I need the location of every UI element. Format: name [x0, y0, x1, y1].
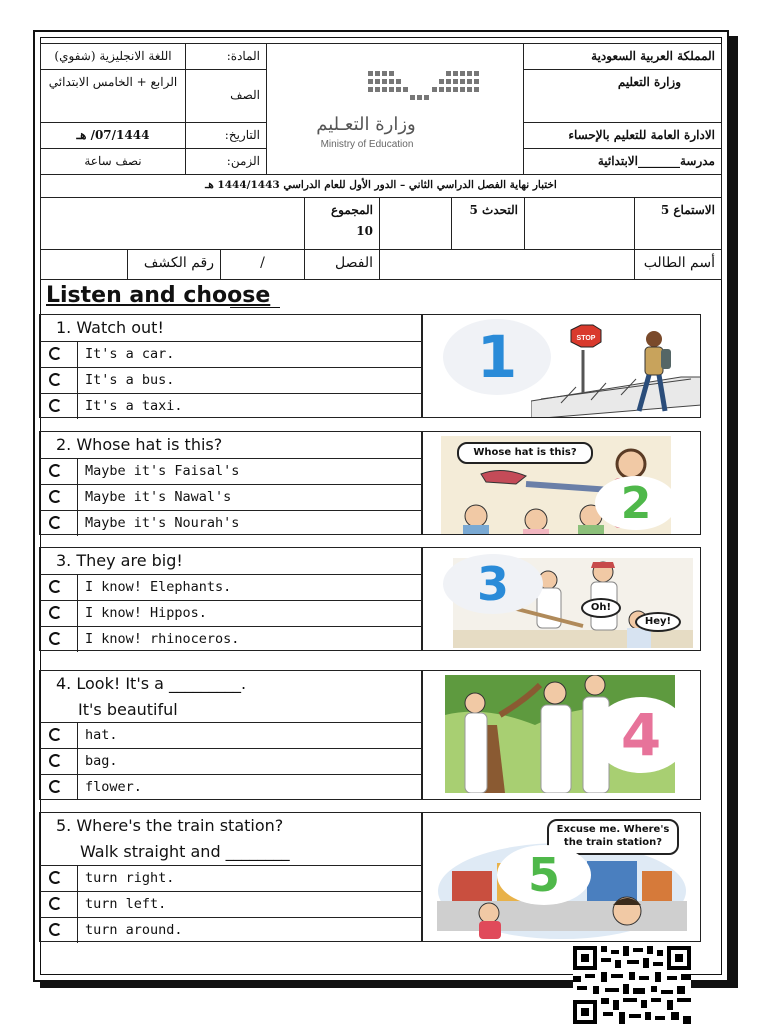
- radio-circle-icon[interactable]: [40, 601, 78, 626]
- logo-dots-icon: [368, 66, 498, 110]
- kingdom-label: المملكة العربية السعودية: [523, 43, 722, 70]
- question-4: [39, 670, 422, 800]
- street-scene-icon: [531, 315, 701, 418]
- date-label: التاريخ:: [185, 122, 267, 149]
- question-4-text: 4. Look! It's a _________. It's beautiful: [56, 674, 247, 719]
- radio-circle-icon[interactable]: [40, 394, 78, 419]
- question-2-option-1[interactable]: Maybe it's Faisal's: [40, 458, 421, 484]
- question-1-option-3[interactable]: It's a taxi.: [40, 393, 421, 419]
- stop-sign-text: STOP: [576, 335, 596, 342]
- radio-circle-icon[interactable]: [40, 723, 78, 748]
- subject-value: اللغة الانجليزية (شفوي): [40, 43, 186, 70]
- question-5-option-2[interactable]: turn left.: [40, 891, 421, 917]
- question-1-text: 1. Watch out!: [56, 318, 164, 337]
- total-label: المجموع: [331, 203, 373, 217]
- school-label: مدرسة_______الابتدائية: [523, 148, 722, 175]
- question-3-option-3[interactable]: I know! rhinoceros.: [40, 626, 421, 652]
- question-3-option-1[interactable]: I know! Elephants.: [40, 574, 421, 600]
- question-5-option-3[interactable]: turn around.: [40, 917, 421, 943]
- number-5-badge: 5: [497, 845, 591, 905]
- question-3-picture: [422, 547, 701, 651]
- radio-circle-icon[interactable]: [40, 775, 78, 800]
- question-3-speech-oh: Oh!: [581, 598, 621, 618]
- question-1: [39, 314, 422, 418]
- name-label: أسم الطالب: [634, 249, 722, 280]
- question-3-option-2[interactable]: I know! Hippos.: [40, 600, 421, 626]
- radio-circle-icon[interactable]: [40, 866, 78, 891]
- question-2-option-3[interactable]: Maybe it's Nourah's: [40, 510, 421, 536]
- radio-circle-icon[interactable]: [40, 575, 78, 600]
- class-slash: /: [220, 249, 305, 280]
- score-blank-left: [40, 197, 305, 250]
- question-5: [39, 812, 422, 942]
- time-value: نصف ساعة: [40, 148, 186, 175]
- question-5-speech-bubble: Excuse me. Where's the train station?: [547, 819, 679, 855]
- title-underline-extension: [230, 307, 280, 308]
- number-3-badge: 3: [443, 554, 543, 614]
- radio-circle-icon[interactable]: [40, 459, 78, 484]
- question-5-picture: [422, 812, 701, 942]
- grade-value: الرابع + الخامس الابتدائي: [40, 69, 186, 123]
- radio-circle-icon[interactable]: [40, 368, 78, 393]
- score-blank-mid: [379, 197, 452, 250]
- class-label: الفصل: [304, 249, 380, 280]
- listening-label: الاستماع 5: [634, 197, 722, 250]
- subject-label: المادة:: [185, 43, 267, 70]
- question-1-option-1[interactable]: It's a car.: [40, 341, 421, 367]
- question-3-speech-hey: Hey!: [635, 612, 681, 632]
- question-3-text: 3. They are big!: [56, 551, 183, 570]
- grade-label: الصف: [185, 69, 267, 123]
- question-3: [39, 547, 422, 651]
- section-title: Listen and choose: [46, 283, 271, 308]
- question-2-speech-bubble: Whose hat is this?: [457, 442, 593, 464]
- exam-title: اختبار نهاية الفصل الدراسي الثاني – الدور الأول للعام الدراسي 1444/1443 هـ: [40, 174, 722, 198]
- radio-circle-icon[interactable]: [40, 485, 78, 510]
- question-1-picture: [422, 314, 701, 418]
- number-1-badge: 1: [443, 319, 551, 395]
- radio-circle-icon[interactable]: [40, 749, 78, 774]
- number-4-badge: 4: [593, 697, 689, 773]
- score-blank-right: [524, 197, 635, 250]
- logo-english-text: Ministry of Education: [320, 139, 414, 150]
- logo-arabic-text: وزارة التعـليم: [316, 114, 416, 135]
- question-2: [39, 431, 422, 535]
- question-4-option-3[interactable]: flower.: [40, 774, 421, 800]
- question-4-option-1[interactable]: hat.: [40, 722, 421, 748]
- question-2-picture: [422, 431, 701, 535]
- radio-circle-icon[interactable]: [40, 627, 78, 652]
- directorate-label: الادارة العامة للتعليم بالإحساء: [523, 122, 722, 149]
- time-label: الزمن:: [185, 148, 267, 175]
- question-5-option-1[interactable]: turn right.: [40, 865, 421, 891]
- question-2-option-2[interactable]: Maybe it's Nawal's: [40, 484, 421, 510]
- student-blank-1: [40, 249, 128, 280]
- radio-circle-icon[interactable]: [40, 511, 78, 536]
- total-value: 10: [356, 223, 373, 238]
- name-input-field[interactable]: [379, 249, 635, 280]
- qr-code-icon: [573, 946, 691, 1024]
- question-5-text: 5. Where's the train station? Walk straight and ________: [56, 816, 290, 861]
- radio-circle-icon[interactable]: [40, 918, 78, 943]
- speaking-label: التحدث 5: [451, 197, 525, 250]
- date-value: 07/1444/ هـ: [40, 122, 186, 149]
- question-4-option-2[interactable]: bag.: [40, 748, 421, 774]
- ministry-logo: [266, 43, 524, 175]
- ministry-label: وزارة التعليم: [523, 69, 722, 123]
- number-2-badge: 2: [595, 476, 677, 530]
- question-2-text: 2. Whose hat is this?: [56, 435, 223, 454]
- radio-circle-icon[interactable]: [40, 892, 78, 917]
- question-4-picture: [422, 670, 701, 800]
- roll-label: رقم الكشف: [127, 249, 221, 280]
- total-cell: [304, 197, 380, 250]
- radio-circle-icon[interactable]: [40, 342, 78, 367]
- question-1-option-2[interactable]: It's a bus.: [40, 367, 421, 393]
